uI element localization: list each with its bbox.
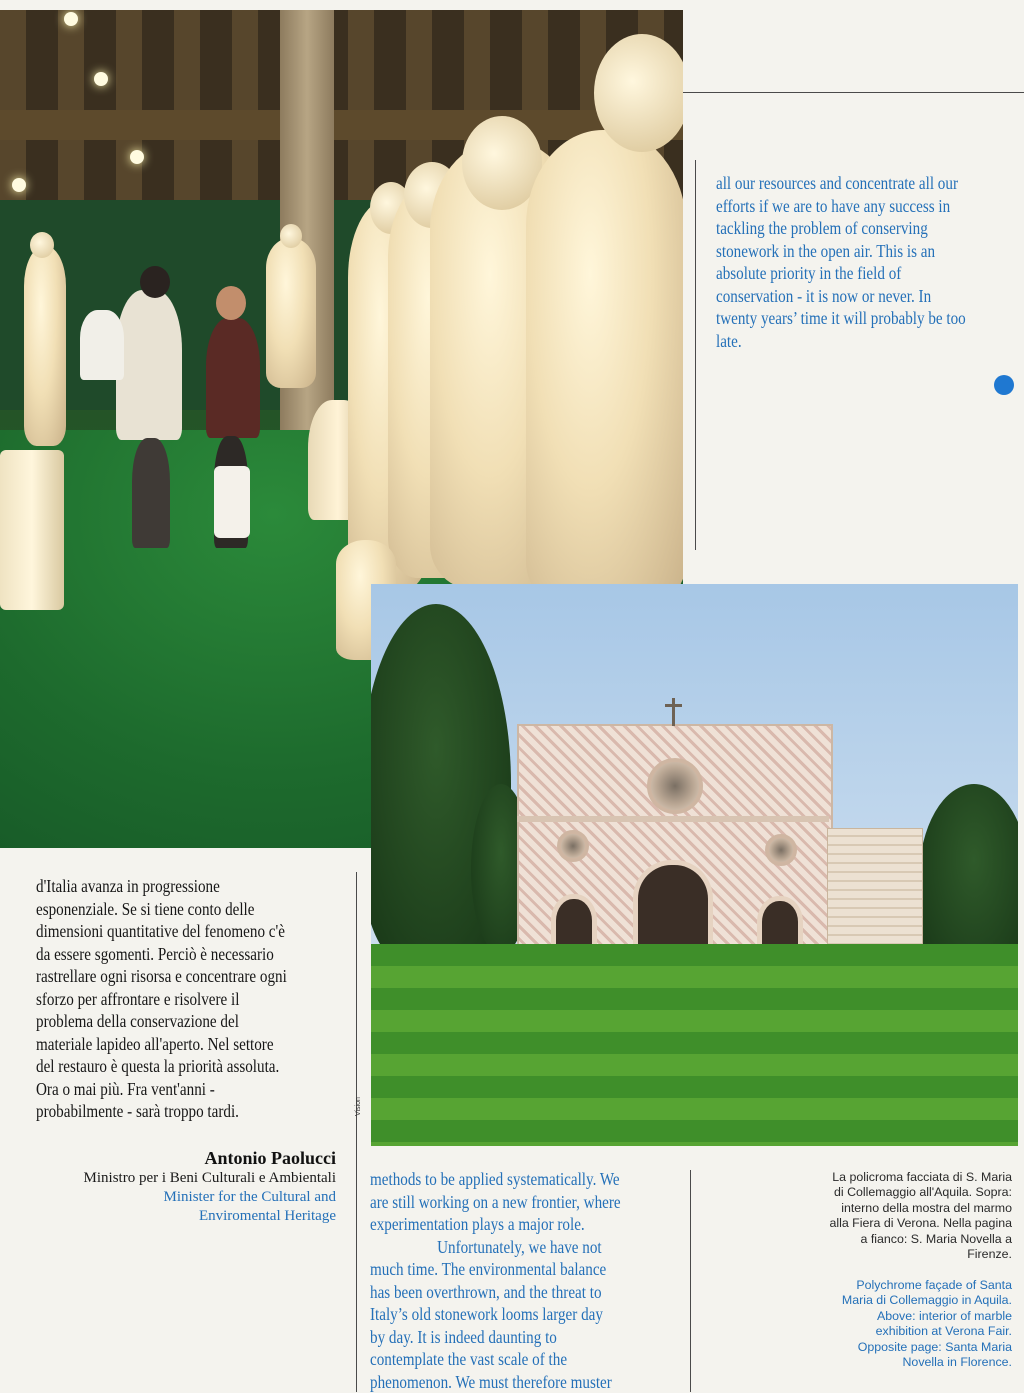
statue [24, 246, 66, 446]
visitor-head [140, 266, 170, 298]
text-line: problema della conservazione del [36, 1010, 354, 1033]
facade-cornice [517, 816, 829, 822]
shopping-bag [214, 466, 250, 538]
ceiling-lamp [94, 72, 108, 86]
column-rule [690, 1170, 691, 1392]
english-text-top [716, 172, 1008, 352]
text-line: phenomenon. We must therefore muster [370, 1371, 673, 1393]
column-rule [356, 872, 357, 1392]
text-line: by day. It is indeed daunting to [370, 1326, 673, 1349]
text-line: stonework in the open air. This is an [716, 240, 1008, 263]
text-line: probabilmente - sarà troppo tardi. [36, 1100, 354, 1123]
text-line: d'Italia avanza in progressione [36, 875, 354, 898]
text-line: efforts if we are to have any success in [716, 195, 1008, 218]
text-line: has been overthrown, and the threat to [370, 1281, 673, 1304]
text-line: da essere sgomenti. Perciò è necessario [36, 943, 354, 966]
text-line: all our resources and concentrate all our [716, 172, 1008, 195]
author-name: Antonio Paolucci [40, 1148, 336, 1169]
text-line: absolute priority in the field of [716, 262, 1008, 285]
end-mark-dot [994, 375, 1014, 395]
text-line: del restauro è questa la priorità assoluta. [36, 1055, 354, 1078]
text-line: experimentation plays a major role. [370, 1213, 673, 1236]
text-line: materiale lapideo all'aperto. Nel settore [36, 1033, 354, 1056]
statue-head [280, 224, 302, 248]
visitor-legs [132, 438, 170, 548]
visitor [206, 318, 260, 438]
text-line: sforzo per affrontare e risolvere il [36, 988, 354, 1011]
statue [266, 238, 316, 388]
lawn [371, 944, 1018, 1146]
rose-window [765, 834, 797, 866]
author-role-italian: Ministro per i Beni Culturali e Ambientali [40, 1169, 336, 1188]
photo-caption-italian: La policroma facciata di S. Maria di Collemaggio all'Aquila. Sopra: interno della mostra del marmo alla Fiera di Verona. Nella pagina a fianco: S. Maria Novella a Firenze. [826, 1170, 1012, 1262]
author-signature [40, 1148, 336, 1226]
ceiling-lamp [12, 178, 26, 192]
italian-text [36, 875, 354, 1123]
text-line: twenty years’ time it will probably be too [716, 307, 1008, 330]
text-line: much time. The environmental balance [370, 1258, 673, 1281]
text-line: dimensioni quantitative del fenomeno c'è [36, 920, 354, 943]
column-rule [695, 160, 696, 550]
rose-window [647, 758, 703, 814]
text-line: Unfortunately, we have not [370, 1236, 673, 1259]
church-tower [827, 828, 923, 962]
ceiling-lamp [64, 12, 78, 26]
visitor [80, 310, 124, 380]
photo-caption-english: Polychrome façade of Santa Maria di Collemaggio in Aquila. Above: interior of marble exhibition at Verona Fair. Opposite page: Santa Maria Novella in Florence. [826, 1278, 1012, 1370]
statue-head [594, 34, 683, 152]
statue [526, 130, 683, 610]
carved-pedestal [0, 450, 64, 610]
photo-credit: Vision [355, 1097, 362, 1116]
text-line: contemplate the vast scale of the [370, 1348, 673, 1371]
text-line: Ora o mai più. Fra vent'anni - [36, 1078, 354, 1101]
visitor-head [216, 286, 246, 320]
text-line: late. [716, 330, 1008, 353]
text-line: methods to be applied systematically. We [370, 1168, 673, 1191]
rose-window [557, 830, 589, 862]
photo-santa-maria-di-collemaggio [371, 584, 1018, 1146]
statue-head [30, 232, 54, 258]
text-line: esponenziale. Se si tiene conto delle [36, 898, 354, 921]
text-line: conservation - it is now or never. In [716, 285, 1008, 308]
text-line: are still working on a new frontier, where [370, 1191, 673, 1214]
visitor [116, 290, 182, 440]
ceiling-lamp [130, 150, 144, 164]
text-line: Italy’s old stonework looms larger day [370, 1303, 673, 1326]
english-text-bottom [370, 1168, 673, 1393]
text-line: rastrellare ogni risorsa e concentrare ogni [36, 965, 354, 988]
author-role-english: Minister for the Cultural and Enviromental Heritage [136, 1188, 336, 1226]
cross [665, 704, 682, 707]
cross [672, 698, 675, 726]
section-rule [683, 92, 1024, 93]
text-line: tackling the problem of conserving [716, 217, 1008, 240]
